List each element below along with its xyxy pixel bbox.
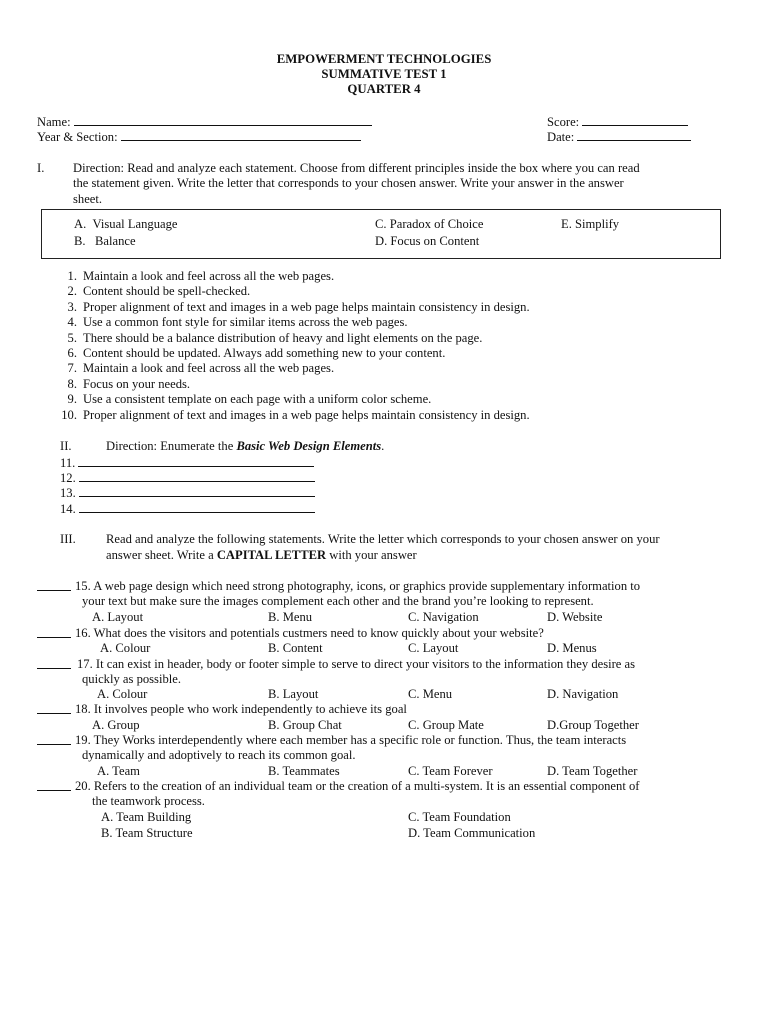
answer-line-13: 13. [60, 485, 315, 501]
list-item: 6. Content should be updated. Always add something new to your content. [67, 345, 446, 360]
choice-b: B. Group Chat [268, 718, 342, 732]
part3-direction-line1: Read and analyze the following statements. Write the letter which corresponds to your chosen answer on your [106, 532, 660, 546]
answer-line-14: 14. [60, 501, 315, 517]
list-item: 4. Use a common font style for similar items across the web pages. [67, 315, 408, 330]
answer-blank[interactable] [37, 579, 71, 591]
answer-blank[interactable] [37, 702, 71, 714]
test-header [0, 52, 768, 97]
list-item: 1. Maintain a look and feel across all the web pages. [67, 269, 335, 283]
question-16: 16. What does the visitors and potentials custmers need to know quickly about your website? [37, 626, 737, 642]
date-blank[interactable] [577, 129, 691, 141]
choice-d: D. Navigation [547, 687, 619, 701]
name-blank[interactable] [74, 114, 372, 126]
choice-a: A. Colour [100, 641, 151, 655]
part1-direction [37, 161, 737, 209]
part3-direction-line2: answer sheet. Write a CAPITAL LETTER with your answer [106, 548, 417, 562]
list-item: 2. Content should be spell-checked. [67, 284, 251, 299]
part1-direction-line3: sheet. [73, 191, 103, 206]
answer-line-11: 11. [60, 455, 314, 471]
part1-direction-line1: Direction: Read and analyze each statement. Choose from different principles inside the box where you can read [73, 161, 640, 175]
answer-line-12: 12. [60, 470, 315, 486]
date-field [547, 129, 691, 145]
list-item: 3. Proper alignment of text and images in a web page helps maintain consistency in design. [67, 299, 530, 314]
choice-a: A. Team Building [101, 810, 192, 824]
part1-items [55, 269, 755, 423]
quarter-title: QUARTER 4 [347, 82, 421, 96]
list-item: 5. There should be a balance distribution of heavy and light elements on the page. [67, 330, 483, 345]
option-a: A. Visual Language [74, 217, 178, 231]
option-d: D. Focus on Content [375, 234, 480, 248]
list-item: 10. Proper alignment of text and images in a web page helps maintain consistency in design. [61, 407, 530, 422]
option-c: C. Paradox of Choice [375, 217, 484, 231]
year-section-label: Year & Section: [37, 130, 118, 144]
test-title: SUMMATIVE TEST 1 [321, 67, 447, 81]
choice-b: B. Layout [268, 687, 319, 701]
answer-blank[interactable] [79, 485, 315, 497]
choice-b: B. Menu [268, 610, 313, 624]
capital-letter-emphasis: CAPITAL LETTER [216, 548, 327, 562]
option-e: E. Simplify [561, 217, 620, 231]
choice-b: B. Content [268, 641, 323, 655]
choice-c: C. Team Foundation [408, 810, 511, 824]
answer-blank[interactable] [37, 779, 71, 791]
part3-roman: III. [60, 532, 76, 546]
question-19: 19. They Works interdependently where each member has a specific role or function. Thus, the team interacts dynamically and adoptively to reach its common goal. [37, 733, 737, 765]
choice-a: A. Layout [92, 610, 144, 624]
question-20: 20. Refers to the creation of an individual team or the creation of a multi-system. It is an essential component of the teamwork process. [37, 779, 737, 811]
choice-a: A. Colour [97, 687, 148, 701]
subject-title: EMPOWERMENT TECHNOLOGIES [276, 52, 492, 66]
choice-d: D. Website [547, 610, 603, 624]
answer-blank[interactable] [78, 455, 314, 467]
score-blank[interactable] [582, 114, 688, 126]
answer-blank[interactable] [79, 470, 315, 482]
choice-c: C. Group Mate [408, 718, 484, 732]
choice-c: C. Layout [408, 641, 459, 655]
choice-d: D. Team Together [547, 764, 638, 778]
list-item: 8. Focus on your needs. [67, 376, 191, 391]
choice-c: C. Navigation [408, 610, 479, 624]
principles-box [41, 209, 721, 259]
year-section-blank[interactable] [121, 129, 361, 141]
choice-c: C. Team Forever [408, 764, 493, 778]
choice-b: B. Teammates [268, 764, 340, 778]
choice-b: B. Team Structure [101, 826, 193, 840]
score-field [547, 114, 688, 130]
part1-direction-line2: the statement given. Write the letter that corresponds to your chosen answer. Write your answer in the answer [73, 176, 624, 191]
answer-blank[interactable] [37, 733, 71, 745]
answer-blank[interactable] [79, 501, 315, 513]
answer-blank[interactable] [37, 626, 71, 638]
date-label: Date: [547, 130, 575, 144]
choice-d: D.Group Together [547, 718, 639, 732]
option-b: B. Balance [74, 234, 136, 248]
question-18: 18. It involves people who work independently to achieve its goal [37, 702, 737, 718]
choice-c: C. Menu [408, 687, 453, 701]
answer-blank[interactable] [37, 657, 71, 669]
part2-direction: Direction: Enumerate the Basic Web Design Elements. [106, 439, 385, 453]
list-item: 7. Maintain a look and feel across all the web pages. [67, 361, 335, 376]
choice-d: D. Menus [547, 641, 597, 655]
name-label: Name: [37, 115, 71, 129]
choice-a: A. Group [92, 718, 140, 732]
part2-roman: II. [60, 439, 72, 453]
part2-direction-emphasis: Basic Web Design Elements [236, 439, 382, 453]
score-label: Score: [547, 115, 580, 129]
name-field [37, 114, 372, 130]
part1-roman: I. [37, 161, 45, 175]
question-15: 15. A web page design which need strong photography, icons, or graphics provide supplementary information to your text but make sure the images complement each other and the brand you’re looking to represent. [37, 579, 737, 627]
question-17: 17. It can exist in header, body or footer simple to serve to direct your visitors to the information they desire as quickly as possible. [37, 657, 737, 689]
choice-d: D. Team Communication [408, 826, 536, 840]
year-section-field [37, 129, 361, 145]
list-item: 9. Use a consistent template on each page with a uniform color scheme. [67, 392, 432, 407]
choice-a: A. Team [97, 764, 140, 778]
